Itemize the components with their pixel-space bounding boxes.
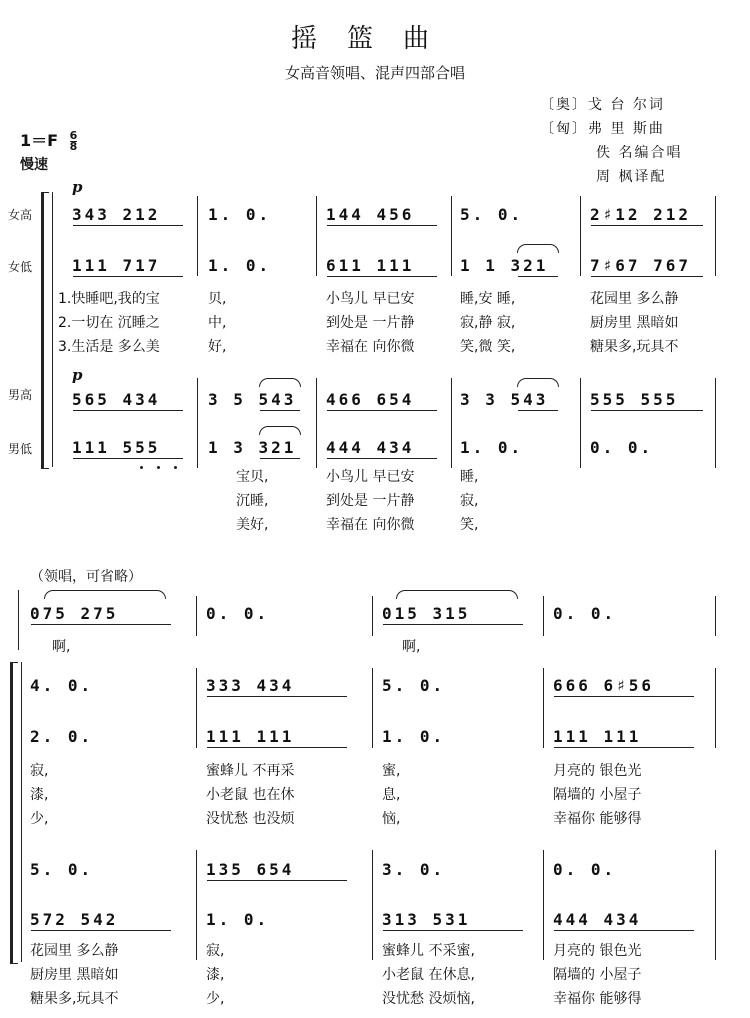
- lyric-v2-m5: 厨房里 黑暗如: [590, 315, 679, 331]
- lyric-v2-m2: 中,: [208, 315, 227, 331]
- tenor2-m4: 0. 0.: [553, 860, 617, 879]
- tenor-m3: 466 654: [326, 390, 415, 409]
- lyric-v2-m1: 2.一切在 沉睡之: [58, 315, 160, 331]
- lyric-bot-v1-m2: 寂,: [206, 943, 225, 959]
- lyric-v2-m3: 到处是 一片静: [326, 315, 415, 331]
- middle-m1: 2. 0.: [30, 727, 94, 746]
- lyric-lower-v2-c: 寂,: [460, 493, 479, 509]
- middle-m4: 111 111: [553, 727, 642, 746]
- key-label: 1＝F: [20, 131, 59, 150]
- song-subtitle: 女高音领唱、混声四部合唱: [284, 64, 465, 82]
- bass2-m1: 572 542: [30, 910, 119, 929]
- lyric-mid-v2-m3: 息,: [382, 787, 401, 803]
- lyric-lower-v1-b: 小鸟儿 早已安: [326, 469, 415, 485]
- lyric-mid-v3-m1: 少,: [30, 811, 49, 827]
- tenor2-m3: 3. 0.: [382, 860, 446, 879]
- lyric-lower-v2-b: 到处是 一片静: [326, 493, 415, 509]
- alto-m4: 1 1 321: [460, 256, 549, 275]
- lyric-lower-v1-c: 睡,: [460, 469, 479, 485]
- tenor-m4: 3 3 543: [460, 390, 549, 409]
- tenor2-m2: 135 654: [206, 860, 295, 879]
- upper-m1: 4. 0.: [30, 676, 94, 695]
- lyric-v2-m4: 寂,静 寂,: [460, 315, 516, 331]
- lyric-v1-m2: 贝,: [208, 291, 227, 307]
- credit-lyricist: 〔奥〕戈 台 尔词: [540, 97, 665, 113]
- upper-m3: 5. 0.: [382, 676, 446, 695]
- middle-m3: 1. 0.: [382, 727, 446, 746]
- bass-m5: 0. 0.: [590, 438, 654, 457]
- middle-m2: 111 111: [206, 727, 295, 746]
- tenor2-m1: 5. 0.: [30, 860, 94, 879]
- lyric-mid-v2-m2: 小老鼠 也在休: [206, 787, 295, 803]
- lyric-mid-v1-m2: 蜜蜂儿 不再采: [206, 763, 295, 779]
- upper-m2: 333 434: [206, 676, 295, 695]
- lyric-v3-m5: 糖果多,玩具不: [590, 339, 679, 355]
- tenor-m5: 555 555: [590, 390, 679, 409]
- alto-m1: 111 717: [72, 256, 161, 275]
- lyric-v3-m3: 幸福在 向你微: [326, 339, 415, 355]
- lyric-bot-v3-m4: 幸福你 能够得: [553, 991, 642, 1007]
- lyric-mid-v1-m3: 蜜,: [382, 763, 401, 779]
- lyric-mid-v3-m2: 没忧愁 也没烦: [206, 811, 295, 827]
- bass-m1: 111 555: [72, 438, 161, 457]
- credit-arranger: 佚 名编合唱: [596, 145, 683, 161]
- system2-brace: [10, 662, 18, 964]
- lyric-bot-v2-m4: 隔墙的 小屋子: [553, 967, 642, 983]
- soprano-m1: 343 212: [72, 205, 161, 224]
- lyric-lower-v3-a: 美好,: [236, 517, 269, 533]
- alto-m5: 7♯67 767: [590, 256, 692, 275]
- solo-m4: 0. 0.: [553, 604, 617, 623]
- soprano-m4: 5. 0.: [460, 205, 524, 224]
- lyric-mid-v2-m4: 隔墙的 小屋子: [553, 787, 642, 803]
- solo-m3: 015 315: [382, 604, 471, 623]
- lyric-v3-m4: 笑,微 笑,: [460, 339, 516, 355]
- lyric-bot-v1-m1: 花园里 多么静: [30, 943, 119, 959]
- bass2-m2: 1. 0.: [206, 910, 270, 929]
- lyric-bot-v2-m1: 厨房里 黑暗如: [30, 967, 119, 983]
- lyric-bot-v1-m3: 蜜蜂儿 不采蜜,: [382, 943, 475, 959]
- lyric-mid-v1-m4: 月亮的 银色光: [553, 763, 642, 779]
- lyric-bot-v3-m2: 少,: [206, 991, 225, 1007]
- lyric-bot-v3-m1: 糖果多,玩具不: [30, 991, 119, 1007]
- bass-m2: 1 3 321: [208, 438, 297, 457]
- lyric-lower-v3-c: 笑,: [460, 517, 479, 533]
- song-title: 摇篮曲: [290, 24, 459, 54]
- tenor-m1: 565 434: [72, 390, 161, 409]
- lyric-lower-v3-b: 幸福在 向你微: [326, 517, 415, 533]
- label-tenor: 男高: [8, 388, 33, 402]
- credit-composer: 〔匈〕弗 里 斯曲: [540, 121, 665, 137]
- label-bass: 男低: [8, 442, 33, 456]
- credit-translator: 周 枫译配: [596, 169, 667, 185]
- lyric-lower-v2-a: 沉睡,: [236, 493, 269, 509]
- system1-start-bar: [52, 192, 53, 467]
- bass-m3: 444 434: [326, 438, 415, 457]
- solo-lyric-2: 啊,: [402, 639, 421, 655]
- bass-m4: 1. 0.: [460, 438, 524, 457]
- lyric-bot-v1-m4: 月亮的 银色光: [553, 943, 642, 959]
- lyric-mid-v3-m3: 恼,: [382, 811, 401, 827]
- soprano-m3: 144 456: [326, 205, 415, 224]
- tenor-m2: 3 5 543: [208, 390, 297, 409]
- time-sig-den: 8: [69, 140, 78, 153]
- lyric-v1-m4: 睡,安 睡,: [460, 291, 516, 307]
- lyric-v1-m3: 小鸟儿 早已安: [326, 291, 415, 307]
- key-signature: [20, 128, 77, 152]
- lyric-mid-v3-m4: 幸福你 能够得: [553, 811, 642, 827]
- soprano-m2: 1. 0.: [208, 205, 272, 224]
- lyric-bot-v2-m2: 漆,: [206, 967, 225, 983]
- lyric-mid-v2-m1: 漆,: [30, 787, 49, 803]
- alto-m3: 611 111: [326, 256, 415, 275]
- label-soprano: 女高: [8, 208, 33, 222]
- bass2-m3: 313 531: [382, 910, 471, 929]
- upper-m4: 666 6♯56: [553, 676, 655, 695]
- lyric-v1-m5: 花园里 多么静: [590, 291, 679, 307]
- lyric-v3-m2: 好,: [208, 339, 227, 355]
- alto-m2: 1. 0.: [208, 256, 272, 275]
- label-alto: 女低: [8, 260, 33, 274]
- solo-lyric-1: 啊,: [52, 639, 71, 655]
- lyric-bot-v2-m3: 小老鼠 在休息,: [382, 967, 475, 983]
- lyric-lower-v1-a: 宝贝,: [236, 469, 269, 485]
- solo-m1: 075 275: [30, 604, 119, 623]
- lyric-bot-v3-m3: 没忧愁 没烦恼,: [382, 991, 475, 1007]
- lyric-v3-m1: 3.生活是 多么美: [58, 339, 160, 355]
- dynamic-soprano: p: [72, 178, 83, 196]
- bass2-m4: 444 434: [553, 910, 642, 929]
- tempo-marking: 慢速: [20, 157, 48, 173]
- solo-m2: 0. 0.: [206, 604, 270, 623]
- dynamic-tenor: p: [72, 366, 83, 384]
- lyric-mid-v1-m1: 寂,: [30, 763, 49, 779]
- time-sig-num: 6: [69, 129, 78, 142]
- lyric-v1-m1: 1.快睡吧,我的宝: [58, 291, 160, 307]
- soprano-m5: 2♯12 212: [590, 205, 692, 224]
- system1-brace: [41, 192, 49, 469]
- solo-note: （领唱，可省略）: [30, 569, 142, 585]
